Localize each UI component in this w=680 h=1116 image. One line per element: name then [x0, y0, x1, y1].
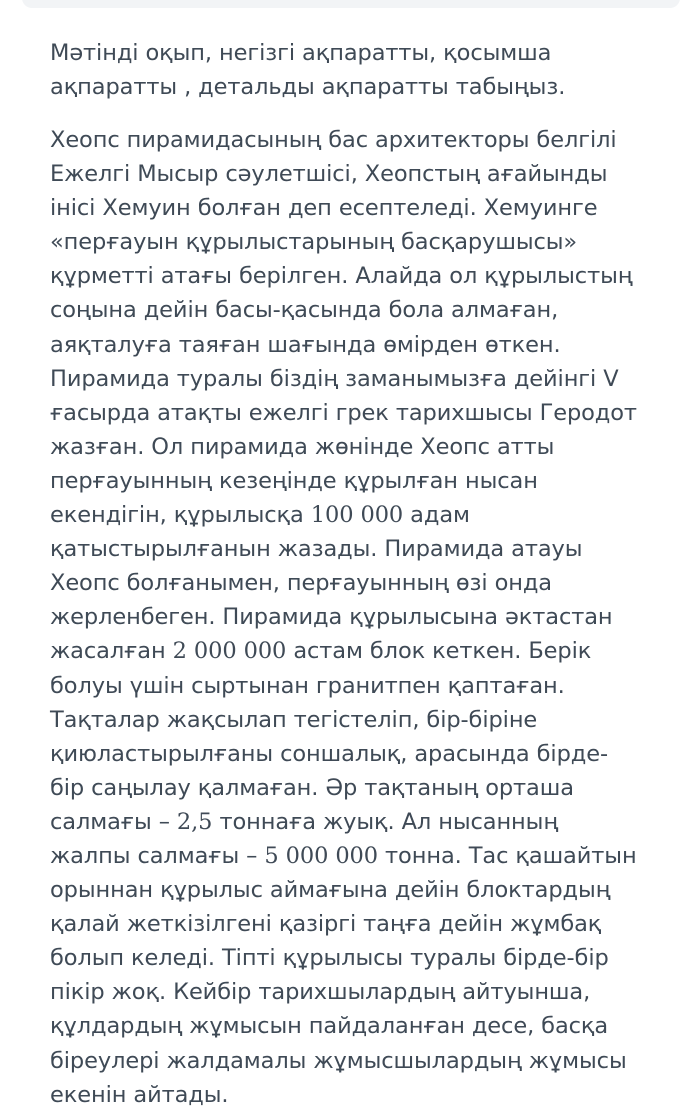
number-blocks: 2 000 000 [172, 638, 287, 665]
text-line: болып келеді. Тіпті құрылысы туралы бірде-бір [50, 945, 609, 972]
text-line: болуы үшін сыртынан гранитпен қаптаған. [50, 672, 565, 699]
text-line: құлдардың жұмысын пайдаланған десе, басқа [50, 1013, 609, 1040]
text-line: біреулері жалдамалы жұмысшылардың жұмысы [50, 1047, 627, 1074]
text-line: қалай жеткізілгені қазіргі таңға дейін жұмбақ [50, 911, 602, 938]
text-segment: екендігін, құрылысқа [50, 502, 311, 529]
text-line: Тақталар жақсылап тегістеліп, бір-біріне [50, 706, 538, 733]
text-line: аяқталуға таяған шағында өмірден өткен. [50, 331, 561, 358]
text-line: перғауынның кезеңінде құрылған нысан [50, 467, 538, 494]
text-segment: тоннаға жуық. Ал нысанның [212, 808, 559, 835]
text-line: соңына дейін басы-қасында бола алмаған, [50, 297, 559, 324]
text-segment: астам блок кеткен. Берік [286, 638, 592, 665]
text-segment: тонна. Тас қашайтын [378, 842, 637, 869]
number-block-weight: 2,5 [176, 808, 213, 835]
document-content [50, 36, 672, 1112]
text-line: «перғауын құрылыстарының басқарушысы» [50, 229, 578, 256]
instruction-line: ақпаратты , детальды ақпаратты табыңыз. [50, 74, 566, 100]
number-workers: 100 000 [310, 502, 404, 529]
previous-card-edge [22, 0, 680, 8]
instruction-line: Мәтінді оқып, негізгі ақпаратты, қосымша [50, 40, 552, 66]
task-instruction [50, 36, 672, 104]
text-line: жазған. Ол пирамида жөнінде Хеопс атты [50, 433, 555, 460]
text-line [50, 634, 672, 668]
number-total-weight: 5 000 000 [264, 842, 378, 869]
text-line: қиюластырылғаны соншалық, арасында бірде- [50, 740, 608, 767]
text-line: ғасырда атақты ежелгі грек тарихшысы Геродот [50, 399, 637, 426]
text-line: Пирамида туралы біздің заманымызға дейінгі V [50, 365, 619, 392]
text-segment: салмағы – [50, 808, 177, 835]
text-line: Ежелгі Мысыр сәулетшісі, Хеопстың ағайынды [50, 161, 608, 188]
text-line: Хеопс пирамидасының бас архитекторы белгілі [50, 127, 617, 153]
reading-text [50, 123, 672, 1112]
text-line [50, 805, 672, 839]
text-line [50, 839, 672, 873]
text-line [50, 498, 672, 532]
text-line: жерленбеген. Пирамида құрылысына әктастан [50, 604, 613, 631]
text-line: құрметті атағы берілген. Алайда ол құрылыстың [50, 263, 633, 290]
text-line: бір саңылау қалмаған. Әр тақтаның орташа [50, 774, 574, 801]
text-line: Хеопс болғанымен, перғауынның өзі онда [50, 570, 552, 597]
text-line: екенін айтады. [50, 1081, 229, 1108]
text-segment: адам [403, 502, 470, 529]
text-line: пікір жоқ. Кейбір тарихшылардың айтуынша, [50, 979, 591, 1006]
text-line: қатыстырылғанын жазады. Пирамида атауы [50, 536, 583, 563]
text-line: інісі Хемуин болған деп есептеледі. Хемуинге [50, 195, 598, 222]
text-line: орыннан құрылыс аймағына дейін блоктардың [50, 877, 611, 904]
text-segment: жалпы салмағы – [50, 842, 265, 869]
text-segment: жасалған [50, 638, 173, 665]
